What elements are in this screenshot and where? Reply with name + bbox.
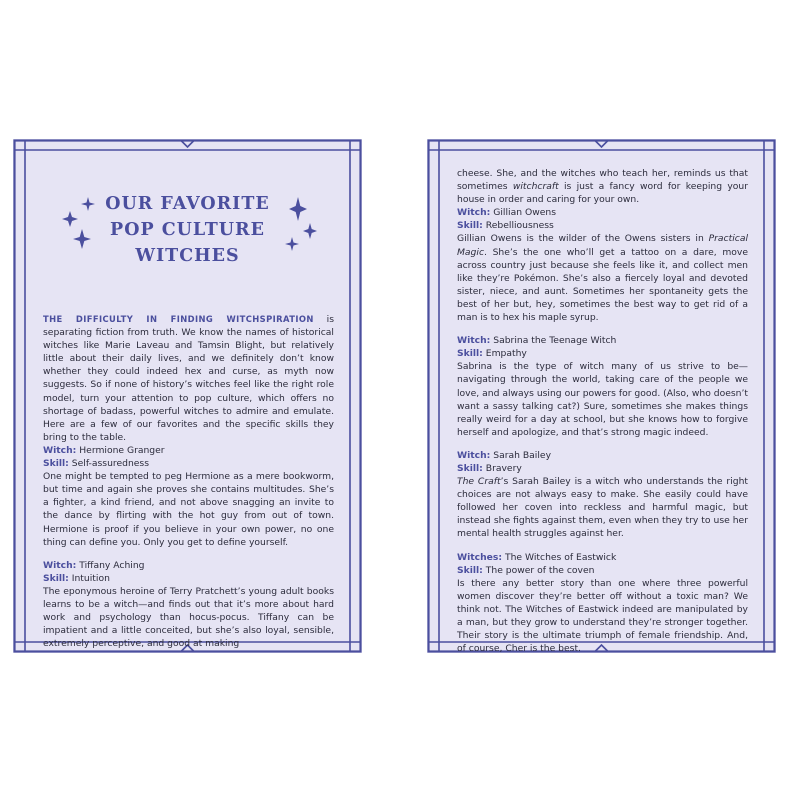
witch-line <box>43 559 334 572</box>
body-text: Is there any better story than one where three powerful women discover they’re better off without a toxic man? We think not. The Witches of Eastwick indeed are manipulated by a man, but they grow to understand they’re stronger together. Their story is the ultimate triumph of female friendship. And, of course, Cher is the best. <box>457 577 748 655</box>
body-text: ’s Sarah Bailey is a witch who understands the right choices are not always easy to make. She easily could have followed her coven into reckless and harmful magic, but instead she fights against them, even when they try to use her mental health struggles against her. <box>457 476 748 540</box>
skill-line <box>43 572 334 585</box>
body-italic: Practical Magic <box>457 233 748 258</box>
left-page-content <box>43 313 334 660</box>
entry-body <box>457 360 748 439</box>
witch-entry <box>43 444 334 549</box>
witch-line <box>457 334 748 347</box>
skill-line <box>457 462 748 475</box>
page-title: OUR FAVORITE POP CULTURE WITCHES <box>105 194 270 266</box>
witch-line <box>457 206 748 219</box>
body-italic: The Craft <box>457 476 501 488</box>
skill-label: Skill: <box>457 564 483 576</box>
witch-label: Witches: <box>457 551 503 563</box>
witch-label: Witch: <box>43 444 77 456</box>
entry-body <box>457 232 748 324</box>
continuation-text: is just a fancy word for keeping your house in order and caring for your own. <box>457 181 749 206</box>
skill-label: Skill: <box>457 462 483 474</box>
skill-line <box>43 457 334 470</box>
witch-name: Hermione Granger <box>76 444 165 456</box>
right-page-content <box>457 167 748 665</box>
body-text: . She’s the one who’ll get a tattoo on a dare, move across country just because she feels like it, and collect men like they’re Pokémon. She’s also a fiercely loyal and devoted sister, niece, and aunt. Sometimes her spontaneity gets the best of her but, hey, sometimes the best way to get rid of a man is to hex his maple syrup. <box>457 246 748 324</box>
skill-line <box>457 564 748 577</box>
witch-label: Witch: <box>457 207 491 219</box>
left-page <box>13 139 362 653</box>
entry-body <box>457 577 748 656</box>
entry-body <box>457 475 748 540</box>
witch-name: The Witches of Eastwick <box>502 551 617 563</box>
witch-entry <box>457 551 748 656</box>
skill-name: Intuition <box>68 572 110 584</box>
witch-entry <box>457 449 748 541</box>
continuation-paragraph <box>457 167 748 206</box>
witch-entry <box>457 334 748 439</box>
skill-line <box>457 219 748 232</box>
continuation-text: cheese. She, and the witches who teach her, reminds us that sometimes <box>457 168 748 193</box>
witch-line <box>457 449 748 462</box>
body-text: Sabrina is the type of witch many of us strive to be—navigating through the world, taking care of the people we love, and always using our powers for good. (Also, who doesn’t want a sassy talking cat?) Sure, sometimes she makes things really weird for a day at school, but she knows how to forgive herself and apologize, and that’s strong magic indeed. <box>457 361 748 438</box>
entry-body: One might be tempted to peg Hermione as a mere bookworm, but time and again she proves she contains multitudes. She’s a fighter, a kind friend, and not above snagging an invite to the dance by flirting with the hot guy from out of town. Hermione is proof if you believe in your own power, no one thing can define you. Only you get to define yourself. <box>43 471 334 548</box>
witch-name: Sarah Bailey <box>490 449 552 461</box>
witch-name: Sabrina the Teenage Witch <box>490 335 617 347</box>
skill-name: The power of the coven <box>482 564 595 576</box>
witch-entry <box>457 206 748 324</box>
intro-paragraph <box>43 313 334 444</box>
entry-body: The eponymous heroine of Terry Pratchett’s young adult books learns to be a witch—and finds out that it’s more about hard work and psychology than hocus-pocus. Tiffany can be impatient and a little conceited, but she’s also loyal, sensible, extremely perceptive, and good at making <box>43 585 334 650</box>
skill-label: Skill: <box>43 458 69 470</box>
witch-label: Witch: <box>457 449 491 461</box>
skill-label: Skill: <box>457 348 483 360</box>
witch-label: Witch: <box>457 335 491 347</box>
witch-label: Witch: <box>43 559 77 571</box>
skill-name: Empathy <box>482 348 527 360</box>
skill-name: Rebelliousness <box>482 220 554 232</box>
skill-name: Self-assuredness <box>68 458 149 470</box>
right-page <box>427 139 776 653</box>
skill-line <box>457 347 748 360</box>
intro-text: is separating fiction from truth. We know the names of historical witches like Marie Laveau and Tamsin Blight, but relatively little about their daily lives, and we definitely don’t know whether they could indeed hex and curse, as myth now suggests. So if none of history’s witches feel like the right role model, turn your attention to pop culture, which offers no shortage of badass, powerful witches to admire and emulate. Here are a few of our favorites and the specific skills they bring to the table. <box>43 314 334 443</box>
witch-name: Gillian Owens <box>490 207 556 219</box>
witch-entry <box>43 559 334 651</box>
skill-label: Skill: <box>457 220 483 232</box>
skill-name: Bravery <box>482 462 522 474</box>
intro-lead: THE DIFFICULTY IN FINDING WITCHSPIRATION <box>43 314 314 324</box>
witch-name: Tiffany Aching <box>76 559 145 571</box>
body-text: Gillian Owens is the wilder of the Owens sisters in <box>457 233 709 245</box>
witch-line <box>457 551 748 564</box>
skill-label: Skill: <box>43 572 69 584</box>
continuation-italic: witchcraft <box>512 181 559 193</box>
witch-line <box>43 444 334 457</box>
